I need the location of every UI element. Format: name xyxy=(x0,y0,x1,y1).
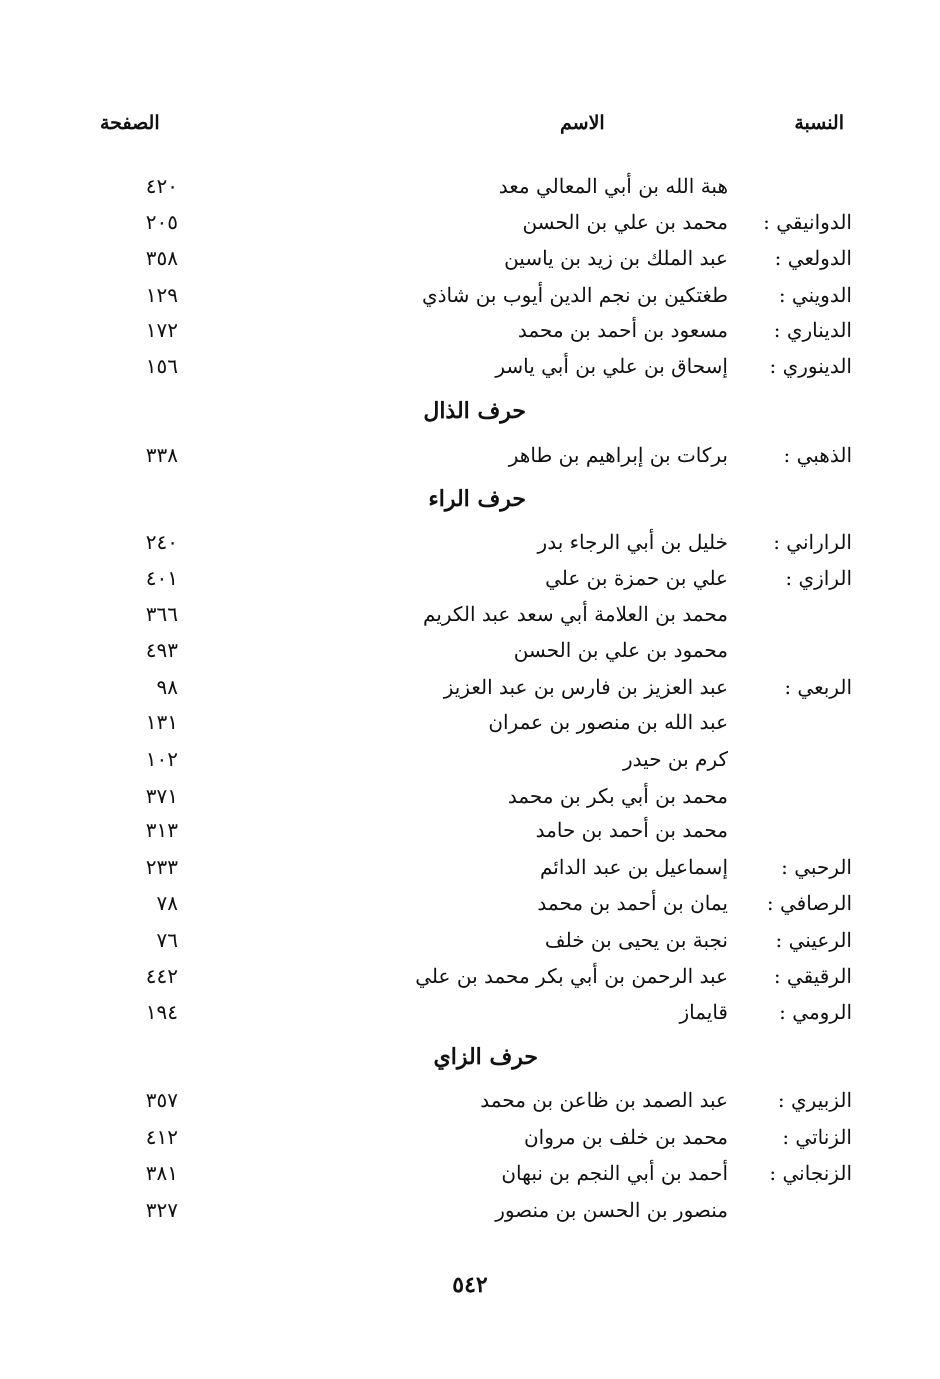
column-header-name: الاسم xyxy=(560,112,605,134)
index-row xyxy=(0,891,940,927)
page-cell: ١٢٩ xyxy=(145,283,178,307)
name-cell: إسحاق بن علي بن أبي ياسر xyxy=(495,354,728,378)
page-cell: ١٥٦ xyxy=(145,354,178,378)
index-row xyxy=(0,1088,940,1124)
page-cell: ٧٨ xyxy=(156,891,178,915)
nisba-cell: الرحبي : xyxy=(781,855,852,879)
page-cell: ٣٨١ xyxy=(145,1161,178,1185)
index-row xyxy=(0,710,940,746)
name-cell: علي بن حمزة بن علي xyxy=(545,566,728,590)
page-cell: ١٣١ xyxy=(145,710,178,734)
nisba-cell: الدينوري : xyxy=(769,354,852,378)
index-row xyxy=(0,602,940,638)
name-cell: عبد الرحمن بن أبي بكر محمد بن علي xyxy=(415,964,728,988)
page-cell: ٣٧١ xyxy=(145,784,178,808)
name-cell: محمود بن علي بن الحسن xyxy=(513,638,728,662)
index-row xyxy=(0,174,940,210)
nisba-cell: الرقيقي : xyxy=(773,964,852,988)
page-cell: ٣١٣ xyxy=(145,818,178,842)
page-cell: ٤٤٢ xyxy=(145,964,178,988)
page-cell: ٧٦ xyxy=(156,928,178,952)
name-cell: قايماز xyxy=(679,1000,728,1024)
index-row xyxy=(0,443,940,479)
page-number: ٥٤٢ xyxy=(452,1272,488,1298)
page-cell: ٣٦٦ xyxy=(145,602,178,626)
column-header-nisba: النسبة xyxy=(794,112,844,134)
index-row xyxy=(0,318,940,354)
name-cell: محمد بن خلف بن مروان xyxy=(523,1125,728,1149)
page-cell: ٩٨ xyxy=(156,675,178,699)
index-row xyxy=(0,855,940,891)
index-row xyxy=(0,283,940,319)
name-cell: محمد بن أبي بكر بن محمد xyxy=(507,784,728,808)
index-row xyxy=(0,1000,940,1036)
index-row xyxy=(0,210,940,246)
page-cell: ٣٥٧ xyxy=(145,1088,178,1112)
name-cell: هبة الله بن أبي المعالي معد xyxy=(498,174,728,198)
page-cell: ٣٢٧ xyxy=(145,1198,178,1222)
name-cell: عبد الله بن منصور بن عمران xyxy=(488,710,728,734)
nisba-cell: الرازي : xyxy=(785,566,852,590)
nisba-cell: الرصافي : xyxy=(766,891,852,915)
page-cell: ٣٣٨ xyxy=(145,443,178,467)
nisba-cell: الزناتي : xyxy=(782,1125,852,1149)
name-cell: محمد بن العلامة أبي سعد عبد الكريم xyxy=(422,602,728,626)
name-cell: منصور بن الحسن بن منصور xyxy=(495,1198,728,1222)
name-cell: إسماعيل بن عبد الدائم xyxy=(540,855,728,879)
page-cell: ٤٢٠ xyxy=(145,174,178,198)
nisba-cell: الديناري : xyxy=(773,318,852,342)
name-cell: عبد الصمد بن ظاعن بن محمد xyxy=(480,1088,728,1112)
page-cell: ١٠٢ xyxy=(145,747,178,771)
page-cell: ١٧٢ xyxy=(145,318,178,342)
page-cell: ٤١٢ xyxy=(145,1125,178,1149)
index-row xyxy=(0,566,940,602)
nisba-cell: الزبيري : xyxy=(777,1088,852,1112)
page-cell: ٢٣٣ xyxy=(145,855,178,879)
nisba-cell: الراراني : xyxy=(773,530,852,554)
name-cell: محمد بن علي بن الحسن xyxy=(522,210,728,234)
name-cell: يمان بن أحمد بن محمد xyxy=(537,891,728,915)
index-row xyxy=(0,1161,940,1197)
page-cell: ٢٠٥ xyxy=(145,210,178,234)
name-cell: نجبة بن يحيى بن خلف xyxy=(544,928,728,952)
name-cell: طغتكين بن نجم الدين أيوب بن شاذي xyxy=(421,283,728,307)
section-heading-dhal: حرف الذال xyxy=(423,398,526,424)
nisba-cell: الذهبي : xyxy=(783,443,852,467)
index-row xyxy=(0,1125,940,1161)
name-cell: خليل بن أبي الرجاء بدر xyxy=(537,530,728,554)
index-row xyxy=(0,784,940,820)
name-cell: أحمد بن أبي النجم بن نبهان xyxy=(501,1161,728,1185)
index-row xyxy=(0,818,940,854)
nisba-cell: الربعي : xyxy=(784,675,852,699)
index-row xyxy=(0,1198,940,1234)
nisba-cell: الدولعي : xyxy=(774,246,852,270)
index-row xyxy=(0,246,940,282)
name-cell: عبد الملك بن زيد بن ياسين xyxy=(504,246,728,270)
page-cell: ١٩٤ xyxy=(145,1000,178,1024)
page-cell: ٤٠١ xyxy=(145,566,178,590)
column-header-page: الصفحة xyxy=(100,112,160,134)
nisba-cell: الرومي : xyxy=(779,1000,852,1024)
nisba-cell: الدويني : xyxy=(778,283,852,307)
index-row xyxy=(0,747,940,783)
index-row xyxy=(0,638,940,674)
index-row xyxy=(0,964,940,1000)
page-cell: ٣٥٨ xyxy=(145,246,178,270)
index-row xyxy=(0,928,940,964)
index-row xyxy=(0,530,940,566)
index-row xyxy=(0,354,940,390)
name-cell: بركات بن إبراهيم بن طاهر xyxy=(508,443,728,467)
section-heading-ra: حرف الراء xyxy=(428,486,526,512)
index-row xyxy=(0,675,940,711)
nisba-cell: الرعيني : xyxy=(775,928,852,952)
name-cell: كرم بن حيدر xyxy=(623,747,728,771)
name-cell: عبد العزيز بن فارس بن عبد العزيز xyxy=(443,675,728,699)
name-cell: محمد بن أحمد بن حامد xyxy=(535,818,728,842)
page-cell: ٤٩٣ xyxy=(145,638,178,662)
nisba-cell: الدوانيقي : xyxy=(763,210,852,234)
name-cell: مسعود بن أحمد بن محمد xyxy=(517,318,728,342)
nisba-cell: الزنجاني : xyxy=(769,1161,852,1185)
section-heading-zay: حرف الزاي xyxy=(433,1044,538,1070)
page-cell: ٢٤٠ xyxy=(145,530,178,554)
